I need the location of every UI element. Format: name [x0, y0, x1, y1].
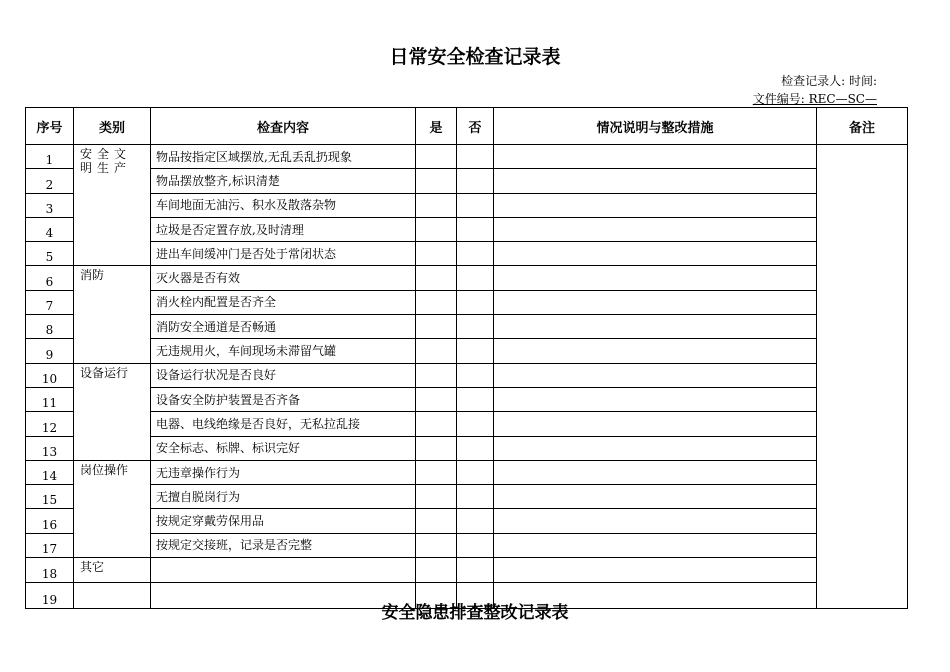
remarks-cell[interactable]	[494, 412, 817, 436]
check-item: 设备安全防护装置是否齐备	[151, 387, 416, 411]
row-number: 15	[26, 485, 74, 509]
remarks-cell[interactable]	[494, 217, 817, 241]
yes-cell[interactable]	[416, 339, 457, 363]
table-row	[26, 169, 908, 193]
file-number: 文件编号: REC—SC—	[752, 92, 877, 106]
row-number: 19	[26, 583, 74, 608]
row-number: 2	[26, 169, 74, 193]
row-number: 10	[26, 363, 74, 387]
row-number: 13	[26, 436, 74, 460]
check-item: 物品按指定区域摆放,无乱丢乱扔现象	[151, 145, 416, 169]
no-cell[interactable]	[457, 169, 494, 193]
table-row	[26, 315, 908, 339]
table-header-row	[26, 108, 908, 145]
row-number: 3	[26, 193, 74, 217]
remarks-cell[interactable]	[494, 315, 817, 339]
row-number: 8	[26, 315, 74, 339]
remarks-cell[interactable]	[494, 436, 817, 460]
table-row	[26, 436, 908, 460]
no-cell[interactable]	[457, 363, 494, 387]
table-row	[26, 217, 908, 241]
remarks-cell[interactable]	[494, 387, 817, 411]
yes-cell[interactable]	[416, 436, 457, 460]
remarks-cell[interactable]	[494, 485, 817, 509]
inspection-table	[25, 107, 908, 609]
row-number: 11	[26, 387, 74, 411]
row-number: 16	[26, 509, 74, 533]
table-row	[26, 412, 908, 436]
no-cell[interactable]	[457, 315, 494, 339]
check-item: 按规定交接班，记录是否完整	[151, 533, 416, 557]
no-cell[interactable]	[457, 242, 494, 266]
check-item: 消防安全通道是否畅通	[151, 315, 416, 339]
remarks-cell[interactable]	[494, 242, 817, 266]
yes-cell[interactable]	[416, 315, 457, 339]
row-number: 17	[26, 533, 74, 557]
remarks-cell[interactable]	[494, 558, 817, 583]
no-cell[interactable]	[457, 412, 494, 436]
check-item: 灭火器是否有效	[151, 266, 416, 290]
table-row	[26, 339, 908, 363]
check-item: 车间地面无油污、积水及散落杂物	[151, 193, 416, 217]
check-item: 进出车间缓冲门是否处于常闭状态	[151, 242, 416, 266]
check-item: 设备运行状况是否良好	[151, 363, 416, 387]
no-cell[interactable]	[457, 460, 494, 484]
header-no: 序号	[26, 108, 74, 145]
check-item: 安全标志、标牌、标识完好	[151, 436, 416, 460]
check-item: 无违章操作行为	[151, 460, 416, 484]
no-cell[interactable]	[457, 387, 494, 411]
section-title: 安全隐患排查整改记录表	[381, 603, 569, 623]
check-item: 电器、电线绝缘是否良好，无私拉乱接	[151, 412, 416, 436]
category-cell: 其它	[74, 558, 151, 583]
header-yes: 是	[416, 108, 457, 145]
check-item: 消火栓内配置是否齐全	[151, 290, 416, 314]
row-number: 7	[26, 290, 74, 314]
table-row	[26, 242, 908, 266]
no-cell[interactable]	[457, 217, 494, 241]
no-cell[interactable]	[457, 533, 494, 557]
row-number: 6	[26, 266, 74, 290]
row-number: 12	[26, 412, 74, 436]
remarks-cell[interactable]	[494, 266, 817, 290]
row-number: 9	[26, 339, 74, 363]
document-title: 日常安全检查记录表	[389, 46, 561, 68]
category-cell: 岗位操作	[74, 460, 151, 557]
header-notes: 备注	[817, 108, 908, 145]
table-row	[26, 290, 908, 314]
header-content: 检查内容	[151, 108, 416, 145]
header-remarks-measures: 情况说明与整改措施	[494, 108, 817, 145]
notes-cell[interactable]	[817, 145, 908, 609]
table-row	[26, 387, 908, 411]
check-item: 按规定穿戴劳保用品	[151, 509, 416, 533]
header-no-col: 否	[457, 108, 494, 145]
table-row	[26, 485, 908, 509]
remarks-cell[interactable]	[494, 509, 817, 533]
yes-cell[interactable]	[416, 266, 457, 290]
table-row	[26, 145, 908, 169]
yes-cell[interactable]	[416, 363, 457, 387]
yes-cell[interactable]	[416, 485, 457, 509]
category-cell: 消防	[74, 266, 151, 363]
table-row	[26, 193, 908, 217]
yes-cell[interactable]	[416, 169, 457, 193]
check-item: 物品摆放整齐,标识清楚	[151, 169, 416, 193]
no-cell[interactable]	[457, 266, 494, 290]
yes-cell[interactable]	[416, 290, 457, 314]
row-number: 1	[26, 145, 74, 169]
yes-cell[interactable]	[416, 242, 457, 266]
row-number: 14	[26, 460, 74, 484]
no-cell[interactable]	[457, 145, 494, 169]
check-item: 垃圾是否定置存放,及时清理	[151, 217, 416, 241]
header-category: 类别	[74, 108, 151, 145]
yes-cell[interactable]	[416, 509, 457, 533]
table-row	[26, 509, 908, 533]
yes-cell[interactable]	[416, 145, 457, 169]
no-cell[interactable]	[457, 509, 494, 533]
table-row	[26, 460, 908, 484]
yes-cell[interactable]	[416, 558, 457, 583]
check-item: 无擅自脱岗行为	[151, 485, 416, 509]
yes-cell[interactable]	[416, 387, 457, 411]
remarks-cell[interactable]	[494, 169, 817, 193]
check-item: 无违规用火，车间现场未滞留气罐	[151, 339, 416, 363]
category-cell: 设备运行	[74, 363, 151, 460]
yes-cell[interactable]	[416, 460, 457, 484]
yes-cell[interactable]	[416, 533, 457, 557]
check-item[interactable]	[151, 558, 416, 583]
remarks-cell[interactable]	[494, 460, 817, 484]
table-row	[26, 558, 908, 583]
table-row	[26, 266, 908, 290]
category-cell: 安全文明生产	[74, 145, 151, 266]
remarks-cell[interactable]	[494, 145, 817, 169]
remarks-cell[interactable]	[494, 290, 817, 314]
table-row	[26, 533, 908, 557]
yes-cell[interactable]	[416, 412, 457, 436]
remarks-cell[interactable]	[494, 193, 817, 217]
yes-cell[interactable]	[416, 193, 457, 217]
inspector-time-line: 检查记录人: 时间:	[781, 74, 877, 88]
table-row	[26, 363, 908, 387]
no-cell[interactable]	[457, 558, 494, 583]
remarks-cell[interactable]	[494, 533, 817, 557]
no-cell[interactable]	[457, 436, 494, 460]
yes-cell[interactable]	[416, 217, 457, 241]
row-number: 5	[26, 242, 74, 266]
no-cell[interactable]	[457, 193, 494, 217]
no-cell[interactable]	[457, 339, 494, 363]
no-cell[interactable]	[457, 290, 494, 314]
remarks-cell[interactable]	[494, 339, 817, 363]
no-cell[interactable]	[457, 485, 494, 509]
row-number: 4	[26, 217, 74, 241]
row-number: 18	[26, 558, 74, 583]
remarks-cell[interactable]	[494, 363, 817, 387]
